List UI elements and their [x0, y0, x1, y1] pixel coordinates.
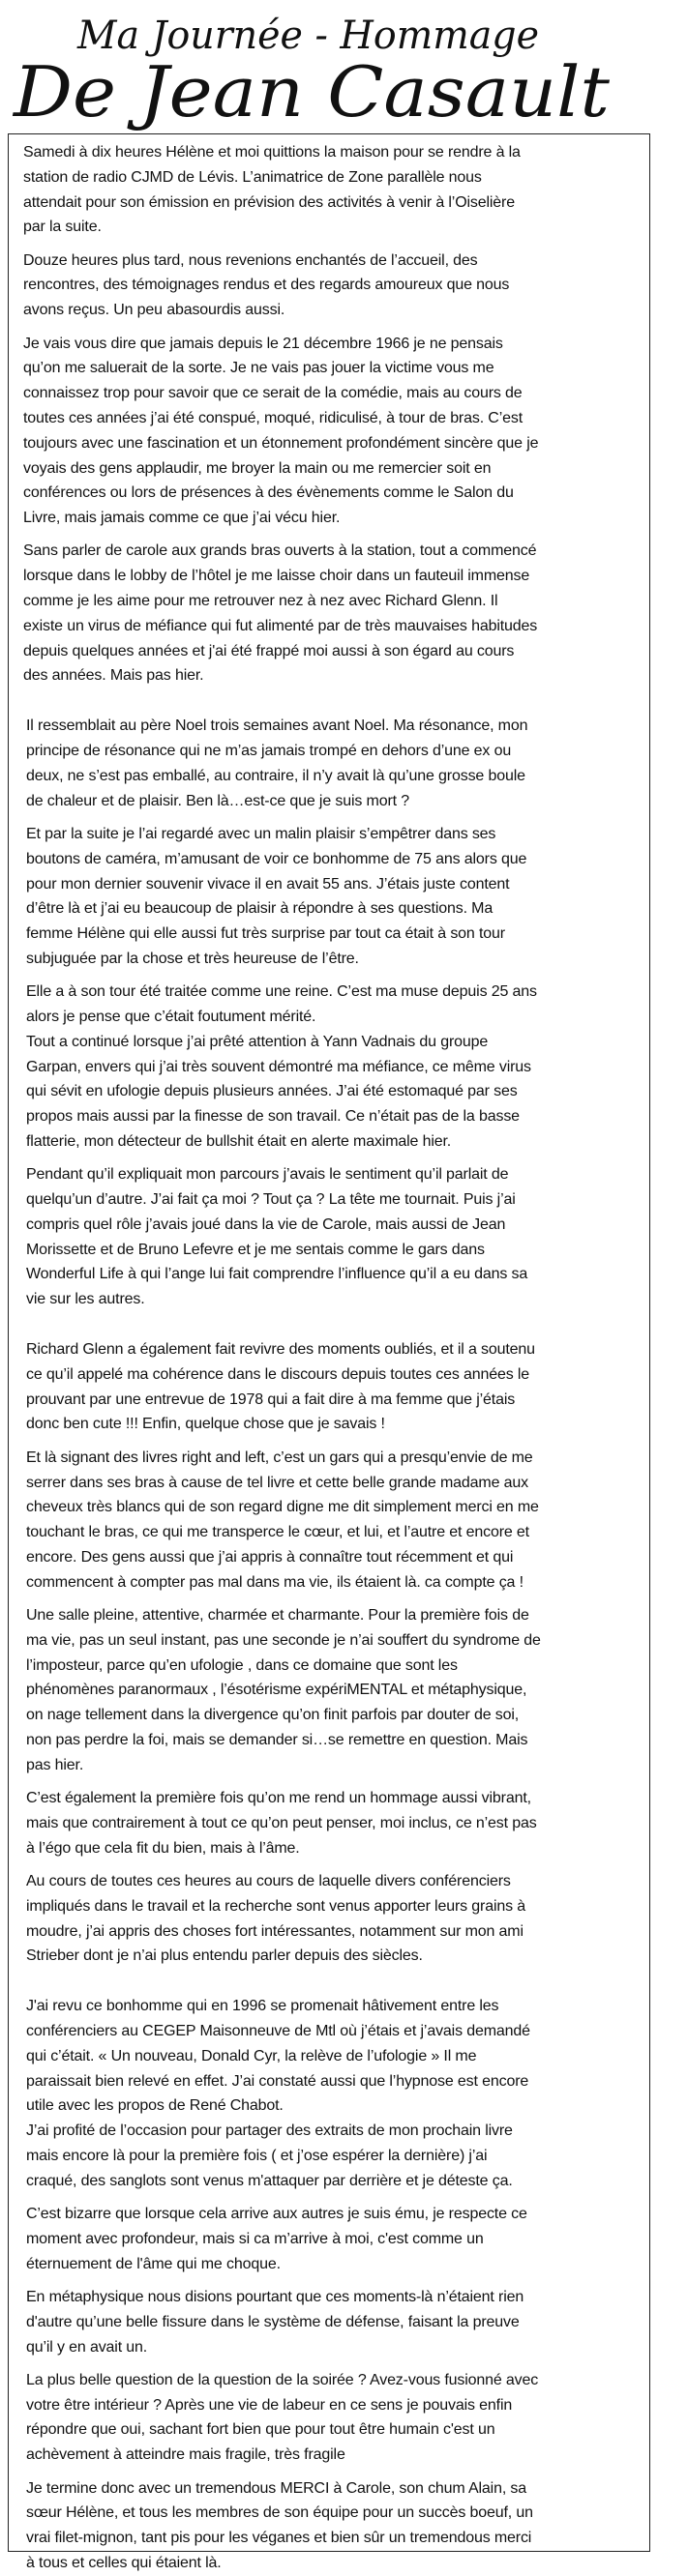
text-line: impliqués dans le travail et la recherche sont venus apporter leurs grains à [26, 1897, 525, 1915]
text-line: conférenciers au CEGEP Maisonneuve de Mtl où j’étais et j’avais demandé [26, 2022, 530, 2039]
paragraph [23, 2368, 649, 2468]
text-line: mais encore là pour la première fois ( et j’ose espérer la dernière) j’ai [26, 2147, 488, 2164]
title-line-1: Ma Journée - Hommage [76, 14, 539, 58]
text-line: rencontres, des témoignages rendus et des regards amoureux que nous [23, 277, 510, 294]
text-line: achèvement à atteindre mais fragile, très fragile [26, 2446, 345, 2464]
paragraph [23, 1994, 649, 2193]
text-line: répondre que oui, sachant fort bien que pour tout être humain c'est un [26, 2421, 495, 2439]
text-line: lorsque dans le lobby de l’hôtel je me laisse choir dans un fauteuil immense [23, 568, 530, 585]
paragraph [23, 1162, 649, 1312]
paragraph [23, 140, 649, 240]
text-line: J'ai revu ce bonhomme qui en 1996 se promenait hâtivement entre les [26, 1998, 499, 2015]
text-line: femme Hélène qui elle aussi fut très surprise par tout ca était à son tour [26, 925, 505, 943]
text-line: commencent à compter pas mal dans ma vie, ils étaient là. ca compte ça ! [26, 1573, 523, 1591]
paragraph [23, 1869, 649, 1969]
paragraph [23, 2202, 649, 2276]
title-line-2: De Jean Casault [11, 51, 612, 132]
text-line: toujours avec une fascination et un étonnement profondément sincère que je [23, 434, 539, 452]
text-line: par la suite. [23, 219, 102, 236]
text-line: En métaphysique nous disions pourtant que ces moments-là n’étaient rien [26, 2288, 524, 2305]
text-line: qui c’était. « Un nouveau, Donald Cyr, la relève de l’ufologie » Il me [26, 2047, 477, 2064]
text-line: craqué, des sanglots sont venus m'attaquer par derrière et je déteste ça. [26, 2172, 513, 2189]
text-line: non pas perdre la foi, mais se demander si…se remettre en question. Mais [26, 1732, 528, 1749]
text-line: donc ben cute !!! Enfin, quelque chose que je savais ! [26, 1416, 385, 1433]
text-line: prouvant par une entrevue de 1978 qui a fait dire à ma femme que j’étais [26, 1390, 516, 1408]
text-line: touchant le bras, ce qui me transperce le cœur, et lui, et l’autre et encore et [26, 1524, 529, 1541]
text-line: Et là signant des livres right and left, c’est un gars qui a presqu’envie de me [26, 1449, 533, 1466]
text-line: flatterie, mon détecteur de bullshit était en alerte maximale hier. [26, 1132, 452, 1150]
paragraph [23, 980, 649, 1155]
text-line: connaissez trop pour savoir que ce serait de la comédie, mais au cours de [23, 385, 523, 402]
text-line: vie sur les autres. [26, 1291, 145, 1308]
text-line: cheveux très blancs qui de son regard digne me dit simplement merci en me [26, 1499, 539, 1516]
paragraph [23, 2476, 649, 2576]
text-line: qu’on me saluerait de la sorte. Je ne vais pas jouer la victime vous me [23, 360, 494, 377]
text-line: paraissait bien relevé en effet. J’ai constaté aussi que l’hypnose est encore [26, 2072, 529, 2090]
text-line: pas hier. [26, 1756, 84, 1773]
text-line: éternuement de l'âme qui me choque. [26, 2255, 281, 2272]
text-line: toutes ces années j’ai été conspué, moqué, ridiculisé, à tour de bras. C’est [23, 409, 523, 426]
text-line: C’est bizarre que lorsque cela arrive aux autres je suis ému, je respecte ce [26, 2206, 527, 2223]
text-line: on nage tellement dans la divergence qu’on finit parfois par douter de soi, [26, 1707, 520, 1724]
text-line: principe de résonance qui ne m’as jamais trompé en dehors d’une ex ou [26, 743, 512, 760]
text-line: depuis quelques années et j'ai été frappé moi aussi à son égard au cours [23, 642, 515, 659]
text-line: comme je les aime pour me retrouver nez à nez avec Richard Glenn. Il [23, 593, 498, 610]
paragraph [23, 822, 649, 972]
handwritten-title [0, 0, 688, 133]
text-line: pour mon dernier souvenir vivace il en avait 55 ans. J’étais juste content [26, 875, 510, 893]
text-line: l’imposteur, parce qu’en ufologie , dans ce domaine que sont les [26, 1656, 458, 1674]
text-line: Tout a continué lorsque j’ai prêté attention à Yann Vadnais du groupe [26, 1033, 489, 1050]
text-line: Sans parler de carole aux grands bras ouverts à la station, tout a commencé [23, 542, 537, 560]
text-line: J’ai profité de l’occasion pour partager des extraits de mon prochain livre [26, 2122, 513, 2140]
text-line: Wonderful Life à qui l’ange lui fait comprendre l’influence qu’il a eu dans sa [26, 1266, 528, 1283]
text-line: Morissette et de Bruno Lefevre et je me sentais comme le gars dans [26, 1241, 485, 1258]
text-line: mais que contrairement à tout ce qu’on peut penser, moi inclus, ce n’est pas [26, 1814, 537, 1831]
text-line: à l’égo que cela fit du bien, mais à l’âme. [26, 1839, 300, 1857]
paragraph [23, 1786, 649, 1860]
text-line: existe un virus de méfiance qui fut alimenté par de très mauvaises habitudes [23, 617, 538, 634]
text-line: alors je pense que c’était foutument mérité. [26, 1009, 316, 1025]
text-line: utile avec les propos de René Chabot. [26, 2097, 284, 2115]
paragraph [23, 2285, 649, 2359]
text-line: conférences ou lors de présences à des évènements comme le Salon du [23, 484, 514, 502]
text-line: vrai filet-mignon, tant pis pour les véganes et bien sûr un tremendous merci [26, 2530, 532, 2547]
text-line: deux, ne s’est pas emballé, au contraire, il n’y avait là qu’une grosse boule [26, 767, 525, 784]
text-line: propos mais aussi par la finesse de son travail. Ce n’était pas de la basse [26, 1108, 520, 1126]
paragraph [23, 249, 649, 323]
paragraph [23, 1446, 649, 1595]
text-line: quelqu’un d’autre. J’ai fait ça moi ? Tout ça ? La tête me tournait. Puis j’ai [26, 1191, 516, 1209]
text-line: C’est également la première fois qu’on me rend un hommage aussi vibrant, [26, 1790, 531, 1807]
text-line: attendait pour son émission en prévision des activités à venir à l’Oiselière [23, 193, 515, 211]
text-line: Je termine donc avec un tremendous MERCI à Carole, son chum Alain, sa [26, 2479, 527, 2497]
text-line: phénomènes paranormaux , l’ésotérisme expériMENTAL et métaphysique, [26, 1682, 527, 1699]
text-line: qui sévit en ufologie depuis plusieurs années. J’ai été estomaqué par ses [26, 1083, 518, 1100]
text-line: à tous et celles qui étaient là. [26, 2554, 222, 2571]
text-line: ma vie, pas un seul instant, pas une seconde je n’ai souffert du syndrome de [26, 1631, 541, 1649]
text-line: d'autre qu’une belle fissure dans le système de défense, faisant la preuve [26, 2313, 520, 2330]
text-line: Il ressemblait au père Noel trois semaines avant Noel. Ma résonance, mon [26, 717, 528, 735]
text-line: avons reçus. Un peu abasourdis aussi. [23, 302, 285, 319]
text-line: Livre, mais jamais comme ce que j’ai vécu hier. [23, 510, 341, 527]
article-body [8, 133, 650, 2571]
text-line: moudre, j’ai appris des choses fort intéressantes, notamment sur mon ami [26, 1922, 523, 1940]
paragraph [23, 539, 649, 688]
text-line: de chaleur et de plaisir. Ben là…est-ce que je suis mort ? [26, 792, 409, 809]
text-line: des années. Mais pas hier. [23, 667, 204, 685]
text-line: Samedi à dix heures Hélène et moi quittions la maison pour se rendre à la [23, 144, 521, 161]
text-line: moment avec profondeur, mais si ca m’arrive à moi, c'est comme un [26, 2230, 484, 2247]
text-line: ce qu’il appelé ma cohérence dans le discours depuis toutes ces années le [26, 1365, 530, 1383]
text-line: Pendant qu’il expliquait mon parcours j’avais le sentiment qu’il parlait de [26, 1166, 509, 1184]
text-line: sœur Hélène, et tous les membres de son équipe pour un succès boeuf, un [26, 2504, 533, 2522]
text-line: d’être là et j’ai eu beaucoup de plaisir à répondre à ses questions. Ma [26, 900, 494, 918]
text-line: station de radio CJMD de Lévis. L’animatrice de Zone parallèle nous [23, 168, 482, 186]
text-line: La plus belle question de la question de la soirée ? Avez-vous fusionné avec [26, 2371, 539, 2388]
text-line: Et par la suite je l’ai regardé avec un malin plaisir s’empêtrer dans ses [26, 825, 496, 842]
text-line: boutons de caméra, m’amusant de voir ce bonhomme de 75 ans alors que [26, 850, 527, 867]
text-line: Strieber dont je n’ai plus entendu parler depuis des siècles. [26, 1947, 423, 1965]
text-line: qu’il y en avait un. [26, 2338, 148, 2356]
text-line: encore. Des gens aussi que j’ai appris à connaître tout récemment et qui [26, 1548, 514, 1566]
text-line: Elle a à son tour été traitée comme une reine. C’est ma muse depuis 25 ans [26, 983, 537, 1001]
paragraph [23, 714, 649, 813]
text-line: voyais des gens applaudir, me broyer la main ou me remercier soit en [23, 459, 492, 477]
text-line: Douze heures plus tard, nous revenions enchantés de l’accueil, des [23, 251, 478, 269]
text-line: Richard Glenn a également fait revivre des moments oubliés, et il a soutenu [26, 1341, 535, 1359]
text-line: subjuguée par la chose et très heureuse de l’être. [26, 950, 359, 967]
paragraph [23, 332, 649, 531]
text-line: votre être intérieur ? Après une vie de labeur en ce sens je pouvais enfin [26, 2396, 513, 2414]
text-line: Garpan, envers qui j’ai très souvent démontré ma méfiance, ce même virus [26, 1058, 531, 1075]
text-line: compris quel rôle j’avais joué dans la vie de Carole, mais aussi de Jean [26, 1215, 506, 1233]
paragraph [23, 1337, 649, 1437]
text-line: Je vais vous dire que jamais depuis le 21 décembre 1966 je ne pensais [23, 335, 503, 352]
paragraph [23, 1603, 649, 1778]
text-line: serrer dans ses bras à cause de tel livre et cette belle grande madame aux [26, 1474, 528, 1491]
text-line: Une salle pleine, attentive, charmée et charmante. Pour la première fois de [26, 1607, 529, 1625]
text-line: Au cours de toutes ces heures au cours de laquelle divers conférenciers [26, 1873, 511, 1889]
